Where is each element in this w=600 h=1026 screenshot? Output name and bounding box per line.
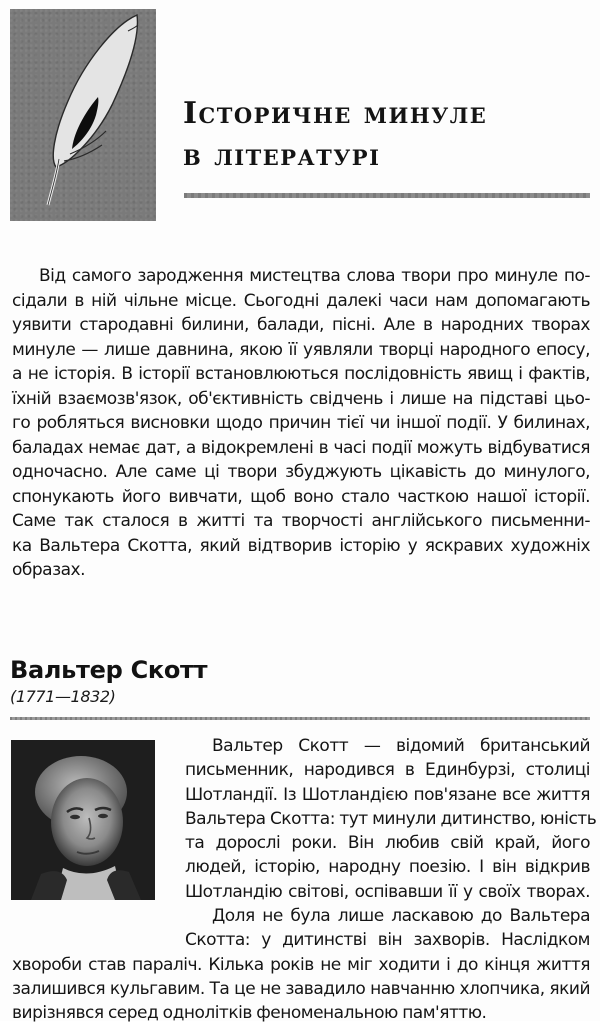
intro-line: їхній взаємозв'язок, об'єктивність свідчень і лише на підставі цьо- <box>12 388 590 409</box>
intro-line: минуле — лише давнина, якою її уявляли творці народного епосу, <box>12 339 590 360</box>
feather-illustration <box>10 9 156 221</box>
bio-line: Шотландію світові, оспівавши її у своїх творах. <box>185 881 590 902</box>
intro-line: образах. <box>12 560 86 580</box>
bio-line: Вальтера Скотта: тут минули дитинство, юність <box>185 808 597 829</box>
chapter-title-line-2: в літературі <box>183 138 381 173</box>
intro-line: уявити стародавні билини, балади, пісні. Але в народних творах <box>12 315 590 335</box>
author-divider <box>10 717 590 720</box>
chapter-title-line-1: Історичне минуле <box>183 96 488 131</box>
bio-line: та дорослі роки. Він любив свій край, його <box>185 833 590 854</box>
bio-line: вирізнявся серед однолітків феноменальною пам'яттю. <box>12 1003 487 1024</box>
author-biography <box>12 734 597 1026</box>
intro-line: сідали в ній чільне місце. Сьогодні далекі часи нам допомагають <box>12 290 590 311</box>
bio-line: людей, історію, народну поезію. І він відкрив <box>185 857 590 878</box>
title-divider <box>184 193 590 198</box>
intro-line: го робляться висновки щодо причин тієї чи іншої події. У билинах, <box>12 413 590 433</box>
bio-line: письменник, народився в Единбурзі, столиці <box>185 760 590 781</box>
author-name: Вальтер Скотт <box>10 656 208 684</box>
chapter-title <box>183 93 593 177</box>
intro-line: а не історія. В історії встановлюються послідовність явищ і фактів, <box>12 364 590 384</box>
intro-line: одночасно. Але саме ці твори збуджують цікавість до минулого, <box>12 462 590 482</box>
bio-line: хвороби став параліч. Кілька років не міг ходити і до кінця життя <box>12 954 590 975</box>
feather-quill-icon <box>10 9 156 221</box>
intro-line: баладах немає дат, а відокремлені в часі події можуть відбуватися <box>12 437 590 458</box>
bio-line: Вальтер Скотт — відомий британський <box>212 736 590 756</box>
bio-line: Шотландії. Із Шотландією пов'язане все життя <box>185 784 590 805</box>
bio-line: Доля не була лише ласкавою до Вальтера <box>212 906 590 927</box>
intro-line: Саме так сталося в житті та творчості англійського письменни- <box>12 511 590 531</box>
bio-line: Скотта: у дитинстві він захворів. Наслідком <box>185 930 590 951</box>
author-life-dates: (1771—1832) <box>10 687 116 706</box>
intro-paragraph <box>12 264 590 583</box>
intro-line: спонукають його вивчати, щоб воно стало часткою нашої історії. <box>12 486 590 507</box>
intro-line: Від самого зародження мистецтва слова твори про минуле по- <box>39 266 590 286</box>
intro-line: ка Вальтера Скотта, який відтворив історію у яскравих художніх <box>12 535 590 556</box>
bio-line: залишився кульгавим. Та це не завадило навчанню хлопчика, який <box>12 978 590 999</box>
